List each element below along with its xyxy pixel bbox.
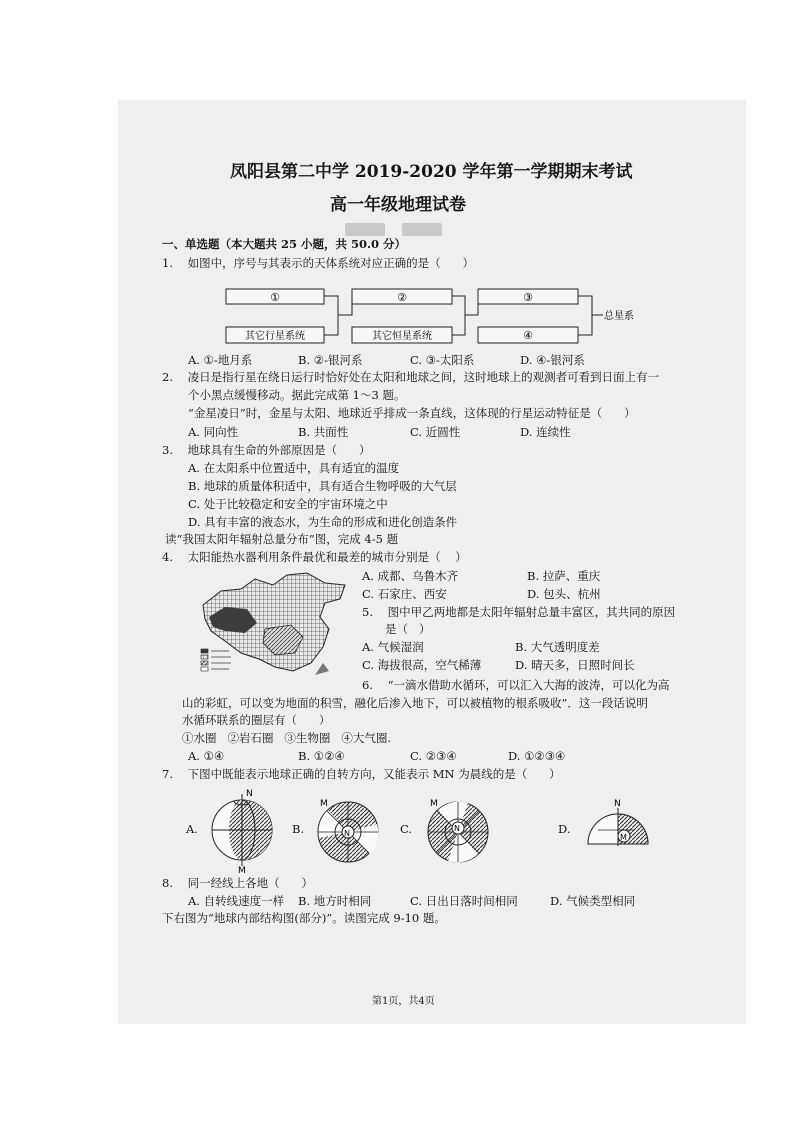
q7-label-a: A. [186, 822, 198, 836]
diagram-box-6: 其它恒星系统 [372, 331, 432, 342]
question-6-line-2: 山的彩虹，可以变为地面的积雪，融化后渗入地下，可以被植物的根系吸收”．这一段话说明 [182, 696, 648, 710]
q4-option-d: D. 包头、杭州 [527, 587, 601, 601]
q4-option-c: C. 石家庄、西安 [362, 587, 447, 601]
q6-option-b: B. ①②④ [298, 749, 345, 763]
question-2-line-2: 个小黑点缓慢移动。据此完成第 1～3 题。 [188, 388, 406, 402]
question-5-line-2: 是（ ） [385, 622, 431, 636]
q8-option-c: C. 日出日落时间相同 [410, 894, 518, 908]
question-2-line-3: “金星凌日”时，金星与太阳、地球近乎排成一条直线，这体现的行星运动特征是（ ） [188, 406, 636, 420]
page-footer: 第1页，共4页 [372, 996, 435, 1007]
figure-d-n: N [614, 799, 621, 809]
question-6-line-3: 水循环联系的圈层有（ ） [182, 713, 331, 727]
figure-a-m: M [238, 866, 246, 874]
figure-a-n: N [246, 789, 253, 799]
q5-option-d: D. 晴天多，日照时间长 [515, 658, 635, 672]
q1-option-a: A. ①-地月系 [188, 353, 253, 367]
diagram-box-3: ③ [523, 291, 533, 304]
china-solar-radiation-map [195, 567, 355, 682]
question-3-stem: 3. 地球具有生命的外部原因是（ ） [162, 443, 371, 457]
figure-c-m: M [430, 799, 438, 809]
q6-option-d: D. ①②③④ [508, 749, 566, 763]
q6-option-a: A. ①④ [188, 749, 225, 763]
question-1-stem: 1. 如图中，序号与其表示的天体系统对应正确的是（ ） [162, 256, 475, 270]
q6-option-c: C. ②③④ [410, 749, 457, 763]
question-8-stem: 8. 同一经线上各地（ ） [162, 876, 314, 890]
exam-title: 凤阳县第二中学 2019-2020 学年第一学期期末考试 [230, 162, 633, 182]
diagram-box-2: ② [397, 291, 407, 304]
q8-option-d: D. 气候类型相同 [550, 894, 636, 908]
diagram-total-galaxy: 总星系 [604, 311, 634, 322]
section-heading: 一、单选题（本大题共 25 小题，共 50.0 分） [162, 237, 407, 251]
q2-option-b: B. 共面性 [298, 425, 349, 439]
earth-rotation-figures [200, 784, 670, 874]
figure-b-globe [318, 799, 378, 862]
question-5-line-1: 5. 图中甲乙两地都是太阳年辐射总量丰富区，其共同的原因 [362, 605, 676, 619]
q4-option-a: A. 成都、乌鲁木齐 [362, 569, 459, 583]
q5-option-c: C. 海拔很高，空气稀薄 [362, 658, 482, 672]
next-reading-instruction: 下右图为“地球内部结构图(部分)”。读图完成 9-10 题。 [162, 911, 446, 925]
question-6-items: ①水圈 ②岩石圈 ③生物圈 ④大气圈. [182, 731, 392, 745]
redacted-id-field [402, 223, 442, 236]
map-reading-instruction: 读“我国太阳年辐射总量分布”图，完成 4-5 题 [165, 532, 399, 546]
q3-option-b: B. 地球的质量体积适中，具有适合生物呼吸的大气层 [188, 479, 457, 493]
q2-option-d: D. 连续性 [520, 425, 571, 439]
q5-option-b: B. 大气透明度差 [515, 640, 600, 654]
celestial-system-diagram [220, 286, 650, 352]
q3-option-a: A. 在太阳系中位置适中，具有适宜的温度 [188, 461, 400, 475]
q4-option-b: B. 拉萨、重庆 [527, 569, 601, 583]
figure-d-semicircle [588, 799, 648, 846]
figure-c-globe [428, 799, 488, 862]
figure-c-n: N [454, 824, 460, 833]
diagram-box-5: 其它行星系统 [245, 331, 305, 342]
question-6-line-1: 6. “一滴水借助水循环，可以汇入大海的波涛，可以化为高 [362, 678, 670, 692]
question-7-stem: 7. 下图中既能表示地球正确的自转方向，又能表示 MN 为晨线的是（ ） [162, 767, 561, 781]
q7-label-d: D. [558, 822, 571, 836]
q3-option-c: C. 处于比较稳定和安全的宇宙环境之中 [188, 497, 388, 511]
question-4-stem: 4. 太阳能热水器利用条件最优和最差的城市分别是（ ） [162, 550, 467, 564]
figure-b-n: N [344, 829, 350, 838]
q5-option-a: A. 气候湿润 [362, 640, 424, 654]
q1-option-d: D. ④-银河系 [520, 353, 585, 367]
q7-label-b: B. [292, 822, 305, 836]
figure-b-m: M [320, 799, 328, 809]
diagram-box-4: ④ [523, 329, 533, 342]
figure-a-globe [212, 789, 272, 874]
exam-subtitle: 高一年级地理试卷 [330, 195, 466, 215]
q3-option-d: D. 具有丰富的液态水，为生命的形成和进化创造条件 [188, 515, 458, 529]
q1-option-c: C. ③-太阳系 [410, 353, 475, 367]
diagram-box-1: ① [270, 291, 280, 304]
figure-d-m: M [620, 833, 627, 842]
question-2-line-1: 2. 凌日是指行星在绕日运行时恰好处在太阳和地球之间，这时地球上的观测者可看到日面上有一 [162, 370, 660, 384]
redacted-name-field [345, 223, 385, 236]
q8-option-b: B. 地方时相同 [298, 894, 372, 908]
q8-option-a: A. 自转线速度一样 [188, 894, 285, 908]
q7-label-c: C. [400, 822, 413, 836]
q1-option-b: B. ②-银河系 [298, 353, 363, 367]
q2-option-a: A. 同向性 [188, 425, 239, 439]
q2-option-c: C. 近圆性 [410, 425, 461, 439]
